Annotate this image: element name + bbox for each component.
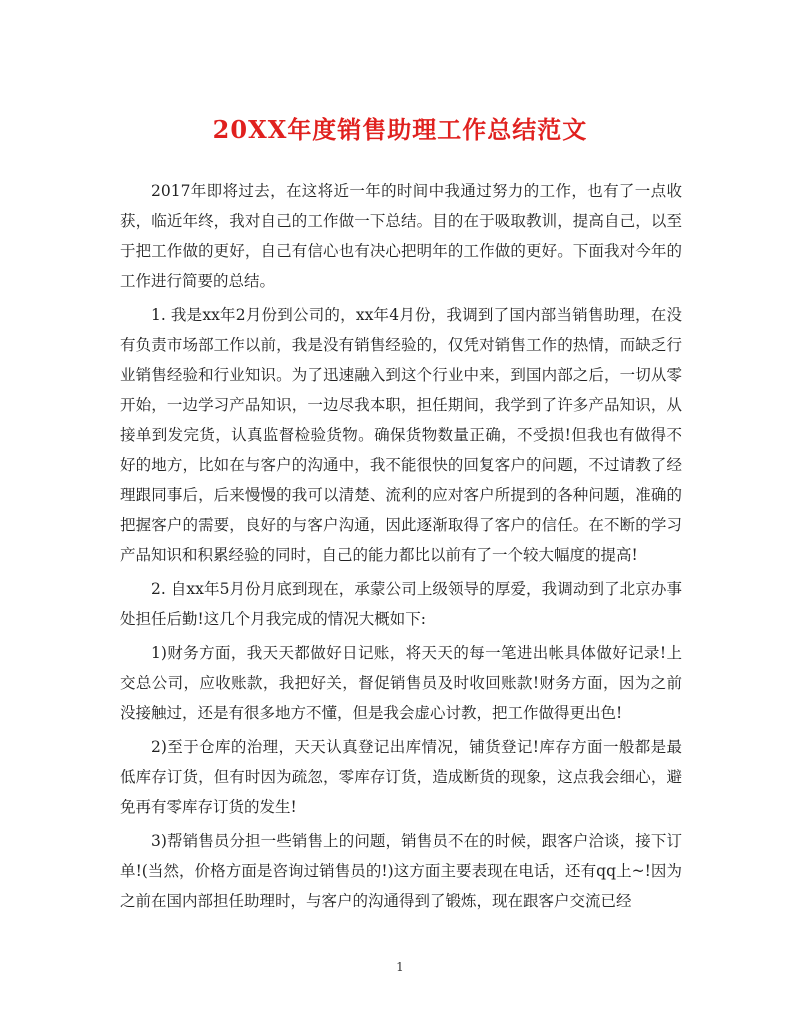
intro-paragraph: 2017年即将过去，在这将近一年的时间中我通过努力的工作，也有了一点收获，临近年终，我对自己的工作做一下总结。目的在于吸取教训，提高自己，以至于把工作做的更好，自己有信心也有决心把明年的工作做的更好。下面我对今年的工作进行简要的总结。 bbox=[120, 182, 682, 290]
document-title: 20XX年度销售助理工作总结范文 bbox=[212, 115, 588, 144]
sales-support-paragraph: 3)帮销售员分担一些销售上的问题，销售员不在的时候，跟客户洽谈，接下订单!(当然，价格方面是咨询过销售员的!)这方面主要表现在电话，还有qq上~!因为之前在国内部担任助理时，与客户的沟通得到了锻炼，现在跟客户交流已经 bbox=[120, 832, 682, 910]
warehouse-paragraph: 2)至于仓库的治理，天天认真登记出库情况，铺货登记!库存方面一般都是最低库存订货，但有时因为疏忽，零库存订货，造成断货的现象，这点我会细心，避免再有零库存订货的发生! bbox=[120, 738, 682, 816]
section-2-paragraph: 2. 自xx年5月份月底到现在，承蒙公司上级领导的厚爱，我调动到了北京办事处担任后勤!这几个月我完成的情况大概如下: bbox=[120, 580, 682, 628]
page-number: 1 bbox=[396, 960, 404, 974]
section-1-paragraph: 1. 我是xx年2月份到公司的，xx年4月份，我调到了国内部当销售助理，在没有负责市场部工作以前，我是没有销售经验的，仅凭对销售工作的热情，而缺乏行业销售经验和行业知识。为了迅速融入到这个行业中来，到国内部之后，一切从零开始，一边学习产品知识，一边尽我本职，担任期间，我学到了许多产品知识，从接单到发完货，认真监督检验货物。确保货物数量正确，不受损!但我也有做得不好的地方，比如在与客户的沟通中，我不能很快的回复客户的问题，不过请教了经理跟同事后，后来慢慢的我可以清楚、流利的应对客户所提到的各种问题，准确的把握客户的需要，良好的与客户沟通，因此逐渐取得了客户的信任。在不断的学习产品知识和积累经验的同时，自己的能力都比以前有了一个较大幅度的提高! bbox=[120, 306, 682, 564]
finance-paragraph: 1)财务方面，我天天都做好日记账，将天天的每一笔进出帐具体做好记录!上交总公司，应收账款，我把好关，督促销售员及时收回账款!财务方面，因为之前没接触过，还是有很多地方不懂，但是我会虚心讨教，把工作做得更出色! bbox=[120, 644, 682, 722]
document-body bbox=[120, 176, 682, 920]
